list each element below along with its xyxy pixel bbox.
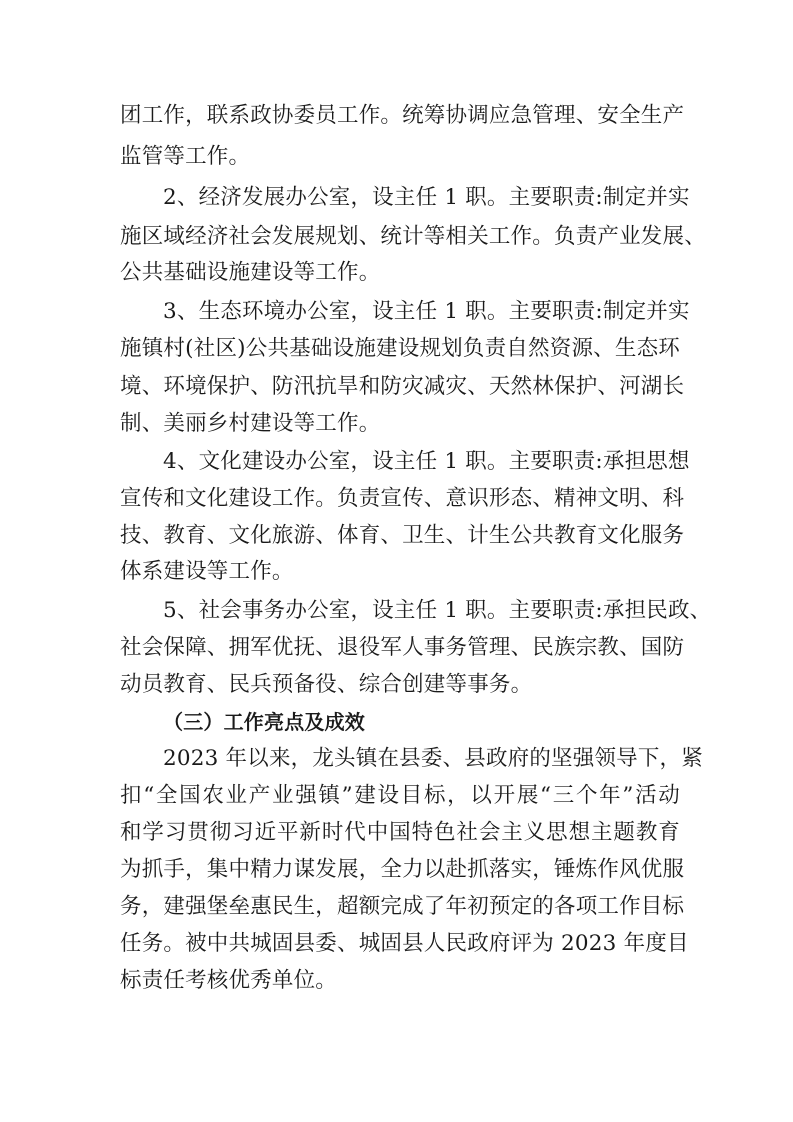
- text-line: 公共基础设施建设等工作。: [120, 260, 381, 285]
- text-line: 为抓手，集中精力谋发展，全力以赴抓落实，锤炼作风优服: [120, 857, 685, 882]
- section-heading: （三）工作亮点及成效: [163, 710, 365, 734]
- text-line: 制、美丽乡村建设等工作。: [120, 411, 381, 436]
- text-line: 境、环境保护、防汛抗旱和防灾减灾、天然林保护、河湖长: [120, 374, 685, 399]
- text-line: 宣传和文化建设工作。负责宣传、意识形态、精神文明、科: [120, 486, 685, 511]
- text-line: 2023 年以来，龙头镇在县委、县政府的坚强领导下，紧: [163, 746, 703, 771]
- text-line: 团工作，联系政协委员工作。统筹协调应急管理、安全生产: [120, 103, 685, 128]
- text-line: 任务。被中共城固县委、城固县人民政府评为 2023 年度目: [120, 931, 689, 956]
- text-line: 体系建设等工作。: [120, 559, 294, 584]
- text-line: 和学习贯彻习近平新时代中国特色社会主义思想主题教育: [120, 820, 680, 845]
- text-line: 5、社会事务办公室，设主任 1 职。主要职责:承担民政、: [163, 598, 712, 623]
- text-line: 扣“全国农业产业强镇”建设目标，以开展“三个年”活动: [120, 783, 680, 808]
- text-line: 监管等工作。: [120, 144, 251, 169]
- text-line: 施镇村(社区)公共基础设施建设规划负责自然资源、生态环: [120, 336, 680, 361]
- text-line: 社会保障、拥军优抚、退役军人事务管理、民族宗教、国防: [120, 635, 685, 660]
- text-line: 标责任考核优秀单位。: [120, 968, 338, 993]
- text-line: 施区域经济社会发展规划、统计等相关工作。负责产业发展、: [120, 224, 706, 249]
- text-line: 务，建强堡垒惠民生，超额完成了年初预定的各项工作目标: [120, 894, 685, 919]
- text-line: 技、教育、文化旅游、体育、卫生、计生公共教育文化服务: [120, 523, 685, 548]
- text-line: 4、文化建设办公室，设主任 1 职。主要职责:承担思想: [163, 449, 690, 474]
- text-line: 2、经济发展办公室，设主任 1 职。主要职责:制定并实: [163, 185, 690, 210]
- text-line: 3、生态环境办公室，设主任 1 职。主要职责:制定并实: [163, 299, 690, 324]
- text-line: 动员教育、民兵预备役、综合创建等事务。: [120, 672, 533, 697]
